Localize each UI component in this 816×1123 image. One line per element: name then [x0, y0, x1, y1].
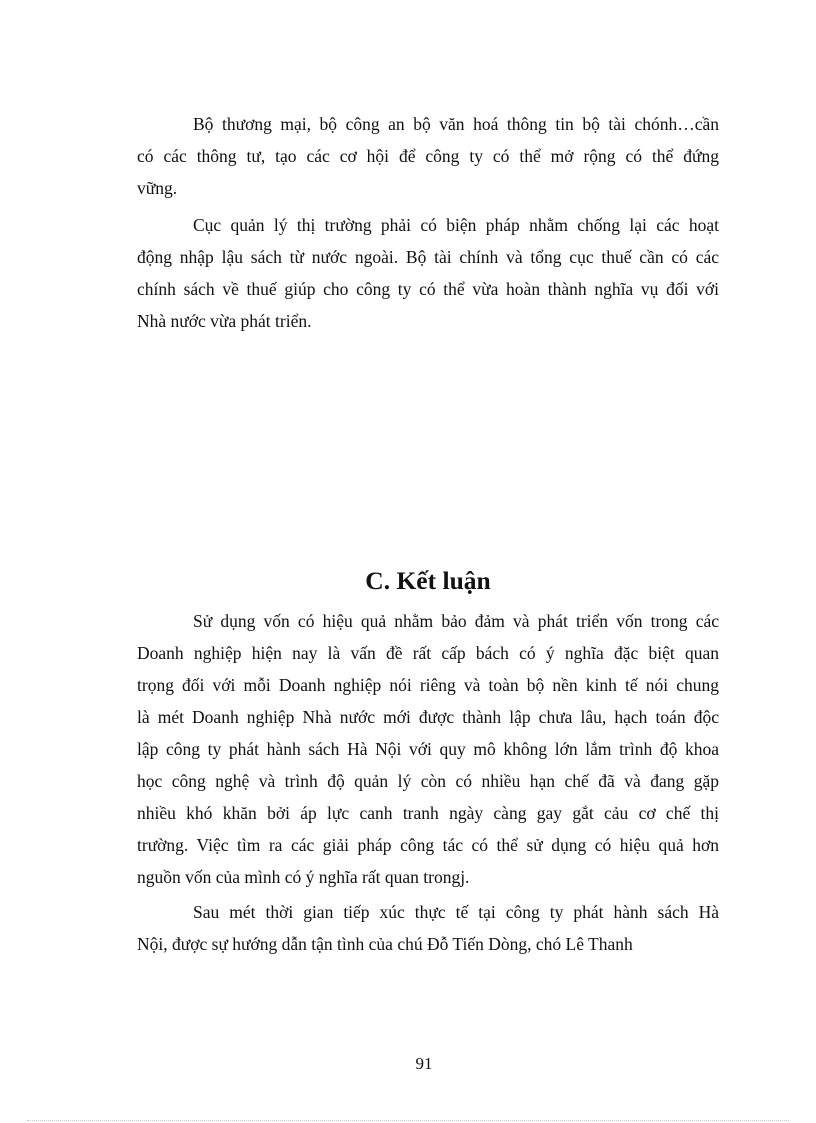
page-number: 91 [415, 1054, 433, 1073]
paragraph-line: nhiều khó khăn bởi áp lực canh tranh ngày càng gay gắt cảu cơ chế thị [137, 803, 719, 823]
paragraph-line: động nhập lậu sách từ nước ngoài. Bộ tài chính và tổng cục thuế cần có các [137, 247, 719, 267]
paragraph-line: chính sách về thuế giúp cho công ty có thể vừa hoàn thành nghĩa vụ đối với [137, 279, 719, 299]
paragraph-line: trọng đối với mỗi Doanh nghiệp nói riêng và toàn bộ nền kinh tế nói chung [137, 675, 719, 695]
paragraph-line: vững. [137, 178, 178, 198]
paragraph-line: lập công ty phát hành sách Hà Nội với quy mô không lớn lắm trình độ khoa [137, 739, 719, 759]
paragraph-line: Bộ thương mại, bộ công an bộ văn hoá thông tin bộ tài chónh…cần [193, 114, 719, 134]
paragraph-line: Sau mét thời gian tiếp xúc thực tế tại công ty phát hành sách Hà [193, 902, 719, 922]
paragraph-line: Cục quản lý thị trường phải có biện pháp nhằm chống lại các hoạt [193, 215, 719, 235]
paragraph-line: Sử dụng vốn có hiệu quả nhằm bảo đảm và phát triển vốn trong các [193, 611, 719, 631]
paragraph-line: Nội, được sự hướng dẫn tận tình của chú Đỗ Tiến Dòng, chó Lê Thanh [137, 934, 633, 954]
paragraph-line: nguồn vốn của mình có ý nghĩa rất quan trongj. [137, 867, 470, 887]
footer-divider [27, 1120, 789, 1121]
paragraph-line: là mét Doanh nghiệp Nhà nước mới được thành lập chưa lâu, hạch toán độc [137, 707, 719, 727]
section-heading: C. Kết luận [365, 566, 491, 595]
paragraph-line: có các thông tư, tạo các cơ hội để công ty có thể mở rộng có thể đứng [137, 146, 719, 166]
paragraph-line: học công nghệ và trình độ quản lý còn có nhiều hạn chế đã và đang gặp [137, 771, 719, 791]
paragraph-line: trường. Việc tìm ra các giải pháp công tác có thể sử dụng có hiệu quả hơn [137, 835, 719, 855]
paragraph-line: Nhà nước vừa phát triển. [137, 311, 312, 331]
paragraph-line: Doanh nghiệp hiện nay là vấn đề rất cấp bách có ý nghĩa đặc biệt quan [137, 643, 719, 663]
